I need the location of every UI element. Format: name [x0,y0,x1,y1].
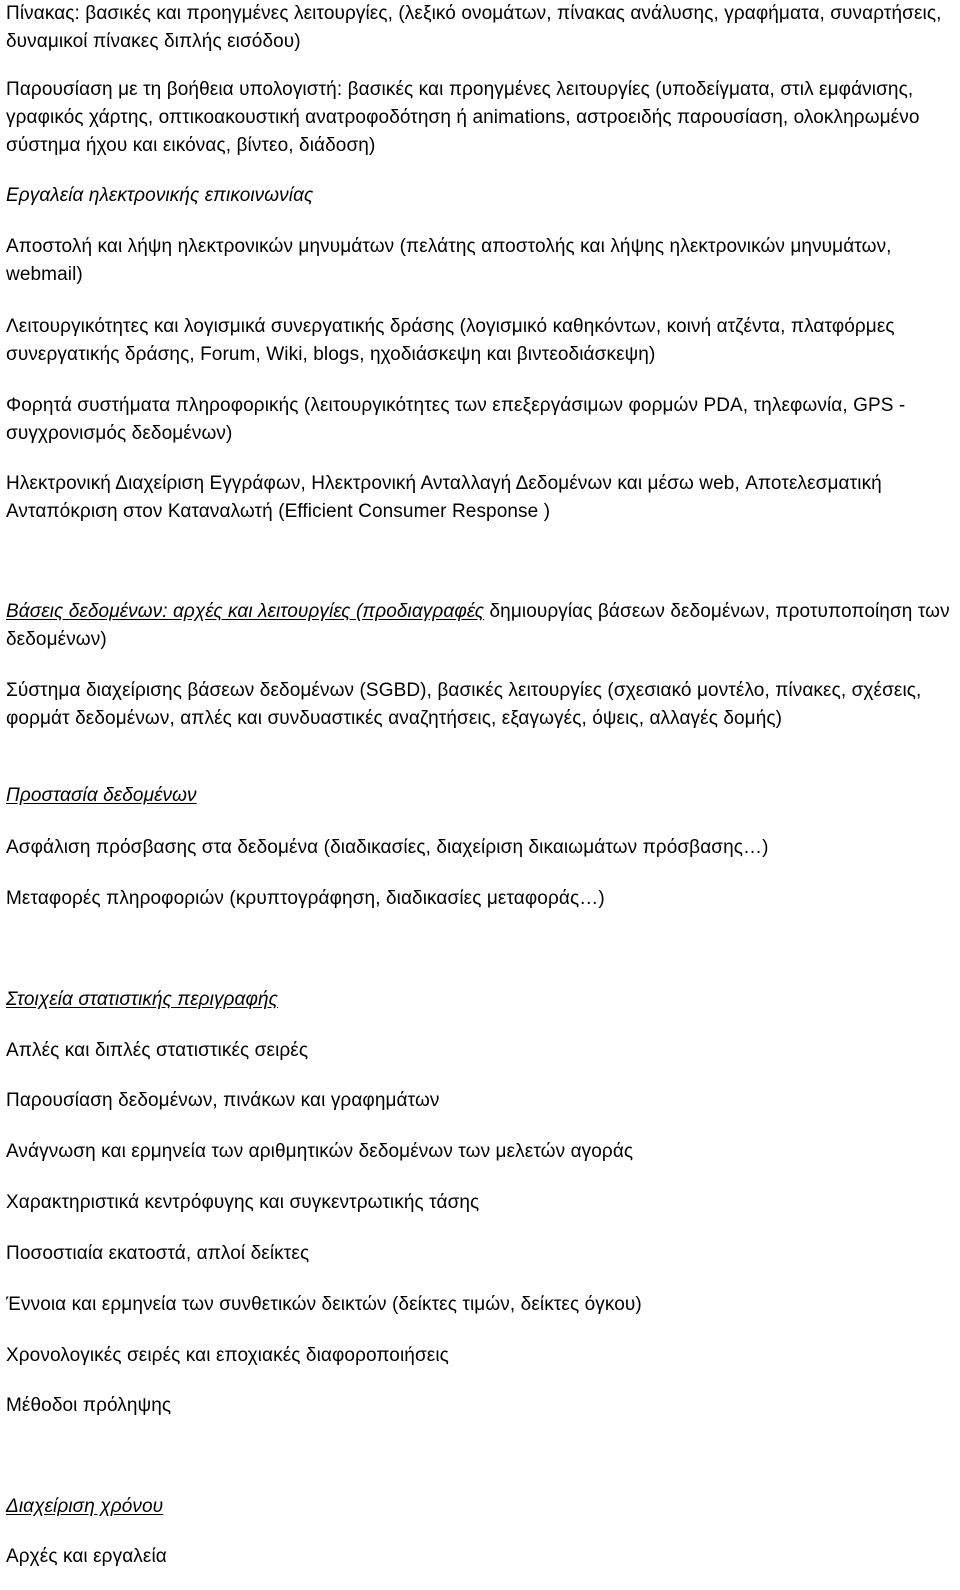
paragraph-document-management: Ηλεκτρονική Διαχείριση Εγγράφων, Ηλεκτρονική Ανταλλαγή Δεδομένων και μέσω web, Αποτελεσματική Ανταπόκριση στον Καταναλωτή (Efficient Consumer Response ) [6,473,882,522]
list-item-central-tendency: Χαρακτηριστικά κεντρόφυγης και συγκεντρωτικής τάσης [6,1192,480,1213]
paragraph-collaboration: Λειτουργικότητες και λογισμικά συνεργατικής δράσης (λογισμικό καθηκόντων, κοινή ατζέντα, πλατφόρμες συνεργατικής δράσης, Forum, Wiki, blogs, ηχοδιάσκεψη και βιντεοδιάσκεψη) [6,316,895,365]
paragraph-mobile-systems: Φορητά συστήματα πληροφορικής (λειτουργικότητες των επεξεργάσιμων φορμών PDA, τηλεφωνία, GPS - συγχρονισμός δεδομένων) [6,395,906,444]
heading-electronic-communication: Εργαλεία ηλεκτρονικής επικοινωνίας [6,185,314,206]
list-item-data-presentation: Παρουσίαση δεδομένων, πινάκων και γραφημάτων [6,1090,440,1111]
list-item-percentiles: Ποσοστιαία εκατοστά, απλοί δείκτες [6,1243,310,1264]
paragraph-spreadsheet: Πίνακας: βασικές και προηγμένες λειτουργίες, (λεξικό ονομάτων, πίνακας ανάλυσης, γραφήματα, συναρτήσεις, δυναμικοί πίνακες διπλής εισόδου) [6,3,942,52]
paragraph-access-security: Ασφάλιση πρόσβασης στα δεδομένα (διαδικασίες, διαχείριση δικαιωμάτων πρόσβασης…) [6,837,769,858]
heading-databases [6,598,950,654]
list-item-statistical-series: Απλές και διπλές στατιστικές σειρές [6,1040,309,1061]
heading-time-management: Διαχείριση χρόνου [6,1496,164,1517]
paragraph-email: Αποστολή και λήψη ηλεκτρονικών μηνυμάτων (πελάτης αποστολής και λήψης ηλεκτρονικών μηνυμάτων, webmail) [6,236,892,285]
heading-data-protection: Προστασία δεδομένων [6,785,197,806]
list-item-forecasting-methods: Μέθοδοι πρόληψης [6,1395,172,1416]
paragraph-presentation: Παρουσίαση με τη βοήθεια υπολογιστή: βασικές και προηγμένες λειτουργίες (υποδείγματα, στιλ εμφάνισης, γραφικός χάρτης, οπτικοακουστική ανατροφοδότηση ή animations, αστροειδής παρουσίαση, ολοκληρωμένο σύστημα ήχου και εικόνας, βίντεο, διάδοση) [6,79,920,156]
list-item-principles-tools: Αρχές και εργαλεία [6,1546,167,1567]
heading-databases-italic: Βάσεις δεδομένων: αρχές και λειτουργίες (προδιαγραφές [6,601,485,622]
heading-statistics: Στοιχεία στατιστικής περιγραφής [6,989,278,1010]
paragraph-dbms: Σύστημα διαχείρισης βάσεων δεδομένων (SGBD), βασικές λειτουργίες (σχεσιακό μοντέλο, πίνακες, σχέσεις, φορμάτ δεδομένων, απλές και συνδυαστικές αναζητήσεις, εξαγωγές, όψεις, αλλαγές δομής) [6,680,922,729]
list-item-market-studies: Ανάγνωση και ερμηνεία των αριθμητικών δεδομένων των μελετών αγοράς [6,1141,634,1162]
paragraph-information-transfer: Μεταφορές πληροφοριών (κρυπτογράφηση, διαδικασίες μεταφοράς…) [6,888,605,909]
list-item-composite-indices: Έννοια και ερμηνεία των συνθετικών δεικτών (δείκτες τιμών, δείκτες όγκου) [6,1294,642,1315]
list-item-time-series: Χρονολογικές σειρές και εποχιακές διαφοροποιήσεις [6,1345,449,1366]
heading-databases-rest: δημιουργίας βάσεων δεδομένων, προτυποποίηση των δεδομένων) [6,601,950,650]
